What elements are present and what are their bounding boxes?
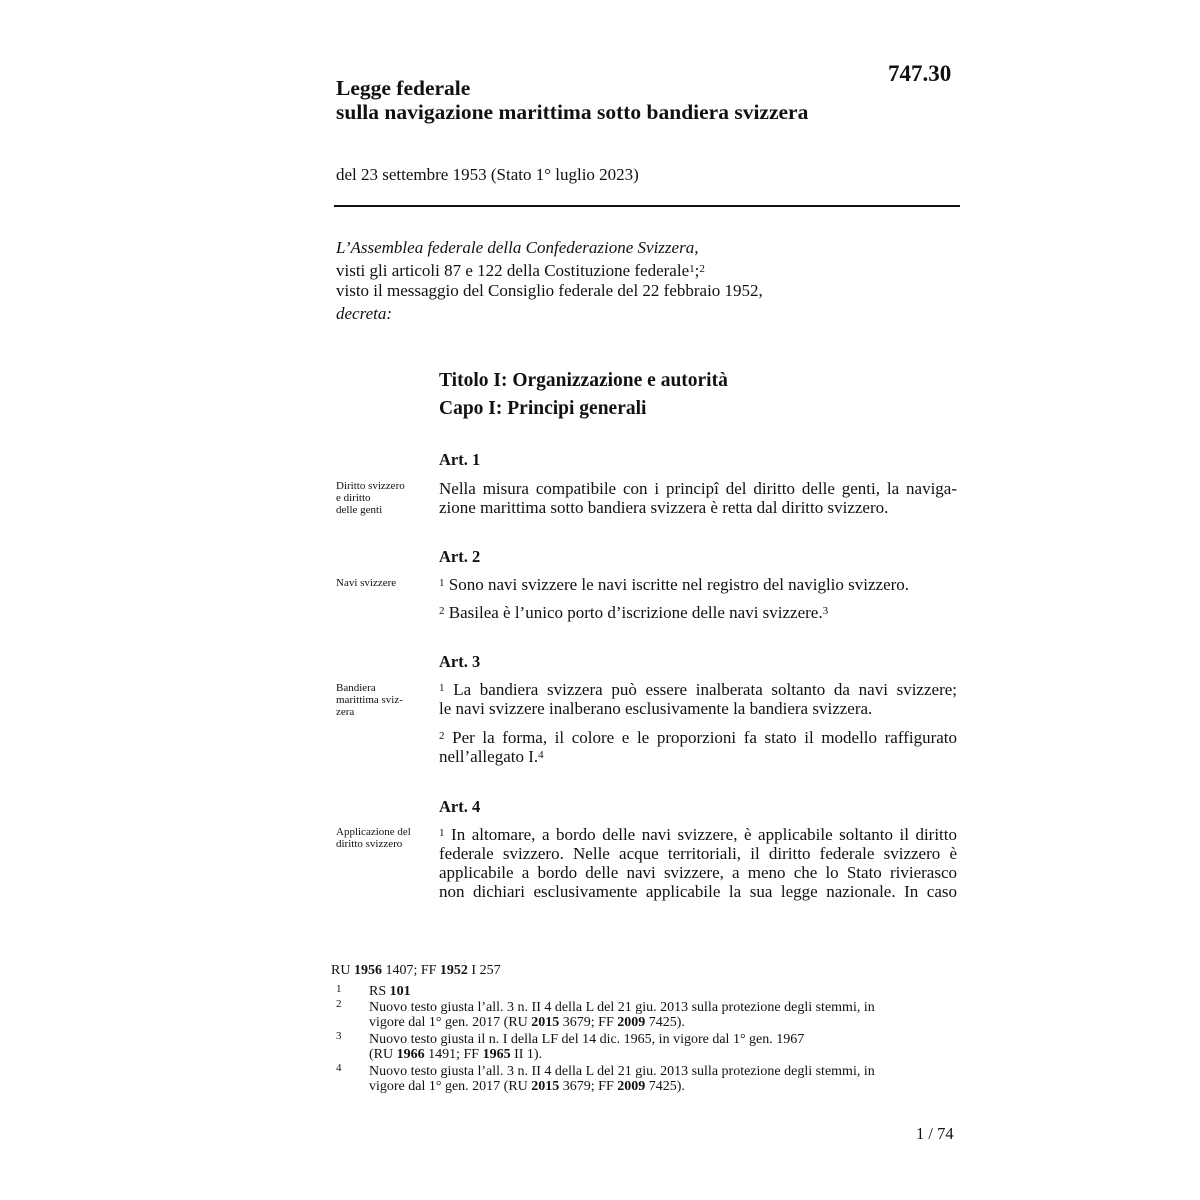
paragraph-line: le navi svizzere inalberano esclusivamente la bandiera svizzera.	[439, 699, 873, 718]
paragraph-line: applicabile a bordo delle navi svizzere, a meno che lo Stato rivierasco	[439, 863, 957, 882]
footnote-4	[369, 1064, 959, 1094]
article-1-label: Art. 1	[439, 450, 481, 469]
article-2-paragraph-1	[439, 575, 957, 594]
footnote-text: RS	[369, 984, 390, 999]
paragraph-number: 1	[439, 682, 445, 694]
article-1-marginal-note	[336, 480, 431, 516]
article-4-label: Art. 4	[439, 797, 481, 816]
document-number: 747.30	[888, 61, 952, 86]
source-year: 1952	[439, 963, 468, 978]
footnote-1-number: 1	[336, 983, 342, 995]
title-heading: Titolo I: Organizzazione e autorità	[439, 370, 728, 391]
footnote-2-number: 2	[336, 998, 342, 1010]
ingress-message: visto il messaggio del Consiglio federale del 22 febbraio 1952,	[336, 281, 763, 300]
marginal-line: Navi svizzere	[336, 577, 397, 589]
marginal-line: diritto svizzero	[336, 838, 403, 850]
footnote-2	[369, 1000, 959, 1030]
header-divider	[334, 205, 960, 207]
marginal-line: zera	[336, 706, 355, 718]
paragraph-text: Per la forma, il colore e le proporzioni fa stato il modello raffigurato	[452, 728, 958, 747]
article-2-paragraph-2	[439, 603, 957, 622]
marginal-line: delle genti	[336, 504, 383, 516]
paragraph-text: La bandiera svizzera può essere inalberata soltanto da navi svizzere;	[453, 680, 957, 699]
footnote-line: vigore dal 1° gen. 2017 (RU 2015 3679; FF 2009 7425).	[369, 1015, 685, 1030]
document-date: del 23 settembre 1953 (Stato 1° luglio 2023)	[336, 165, 639, 184]
paragraph-number: 1	[439, 577, 445, 589]
marginal-line: Applicazione del	[336, 826, 411, 838]
footnote-ref-4[interactable]: 4	[538, 749, 544, 761]
paragraph-line: federale svizzero. Nelle acque territoriali, il diritto federale svizzero è	[439, 844, 957, 863]
paragraph-number: 1	[439, 827, 445, 839]
title-line-1: Legge federale	[336, 76, 471, 100]
article-3-label: Art. 3	[439, 652, 481, 671]
footnote-line: Nuovo testo giusta l’all. 3 n. II 4 della L del 21 giu. 2013 sulla protezione degli stemmi, in	[369, 1000, 875, 1015]
ingress-basis-text: visti gli articoli 87 e 122 della Costituzione federale	[336, 261, 690, 280]
footnote-line: Nuovo testo giusta il n. I della LF del 14 dic. 1965, in vigore dal 1° gen. 1967	[369, 1032, 805, 1047]
source-note	[331, 963, 501, 978]
ingress	[336, 236, 763, 325]
footnote-ref-2[interactable]: 2	[699, 263, 705, 275]
footnote-ref-3[interactable]: 3	[822, 605, 829, 617]
footnote-3	[369, 1032, 959, 1062]
footnote-3-number: 3	[336, 1030, 342, 1042]
source-text: RU	[331, 963, 354, 978]
footnote-line: (RU 1966 1491; FF 1965 II 1).	[369, 1047, 543, 1062]
ingress-decrees: decreta:	[336, 304, 393, 323]
footnote-ref-1[interactable]: 1	[689, 263, 695, 275]
ingress-assembly: L’Assemblea federale della Confederazione Svizzera,	[336, 238, 699, 257]
paragraph-number: 2	[439, 730, 445, 742]
footnote-line: Nuovo testo giusta l’all. 3 n. II 4 della L del 21 giu. 2013 sulla protezione degli stemmi, in	[369, 1064, 875, 1079]
footnote-text: 101	[389, 984, 411, 999]
marginal-line: marittima sviz-	[336, 694, 403, 706]
paragraph-line: Nella misura compatibile con i principî del diritto delle genti, la naviga-	[439, 479, 957, 498]
title-line-2: sulla navigazione marittima sotto bandiera svizzera	[336, 100, 809, 124]
page-number: 1 / 74	[916, 1124, 954, 1143]
article-3-marginal-note	[336, 682, 431, 718]
ingress-basis-separator: ;	[694, 261, 700, 280]
article-3-paragraph-2	[439, 728, 957, 766]
article-1-paragraph	[439, 479, 957, 517]
source-year: 1956	[353, 963, 382, 978]
article-4-marginal-note	[336, 826, 431, 850]
paragraph-line: nell’allegato I.	[439, 747, 539, 766]
footnote-line: vigore dal 1° gen. 2017 (RU 2015 3679; FF 2009 7425).	[369, 1079, 685, 1094]
article-2-label: Art. 2	[439, 547, 481, 566]
paragraph-line: zione marittima sotto bandiera svizzera è retta dal diritto svizzero.	[439, 498, 889, 517]
footnote-4-number: 4	[336, 1062, 342, 1074]
marginal-line: Diritto svizzero	[336, 480, 405, 492]
article-3-paragraph-1	[439, 680, 957, 718]
paragraph-text: Sono navi svizzere le navi iscritte nel registro del naviglio svizzero.	[448, 575, 910, 594]
marginal-line: Bandiera	[336, 682, 376, 694]
footnote-1	[369, 984, 959, 999]
paragraph-line: non dichiari esclusivamente applicabile la sua legge nazionale. In caso	[439, 882, 957, 901]
paragraph-text: In altomare, a bordo delle navi svizzere, è applicabile soltanto il diritto	[451, 825, 958, 844]
chapter-heading: Capo I: Principi generali	[439, 398, 647, 419]
source-text: 1407; FF	[381, 963, 440, 978]
paragraph-text: Basilea è l’unico porto d’iscrizione delle navi svizzere.	[448, 603, 823, 622]
document-title	[336, 76, 808, 124]
article-4-paragraph-1	[439, 825, 957, 901]
article-2-marginal-note	[336, 577, 431, 589]
paragraph-number: 2	[439, 605, 445, 617]
source-text: I 257	[467, 963, 501, 978]
marginal-line: e diritto	[336, 492, 371, 504]
